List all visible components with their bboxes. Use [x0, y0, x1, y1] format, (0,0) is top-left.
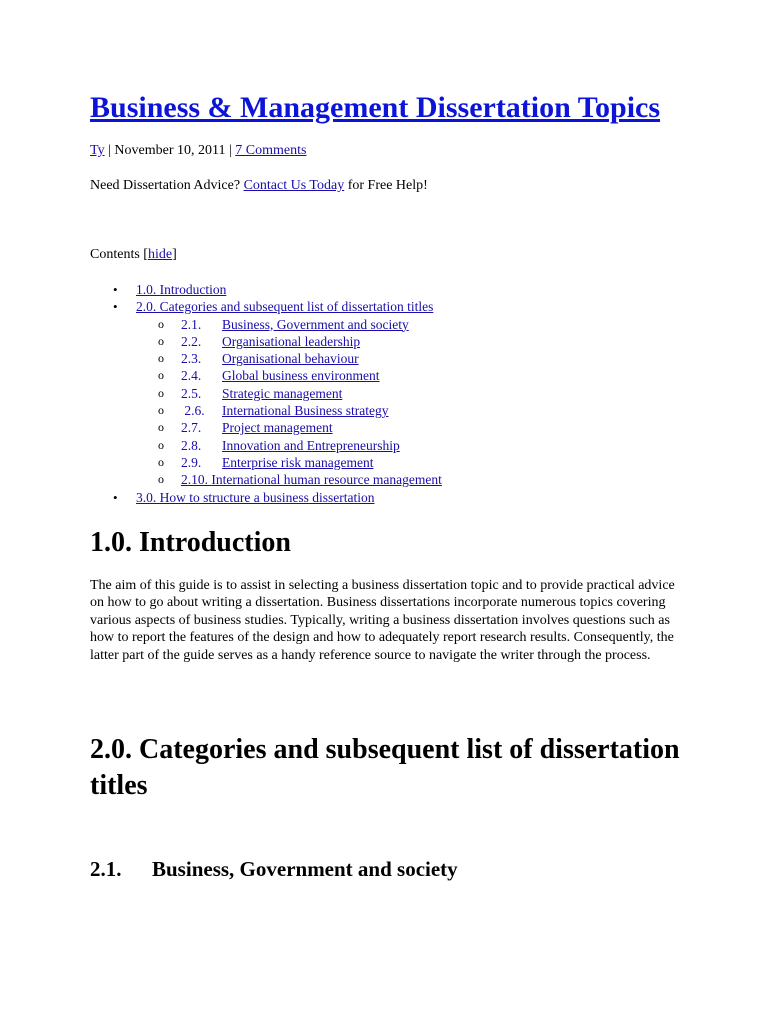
post-date: November 10, 2011 [114, 143, 226, 158]
section-number: 2.1. [90, 857, 122, 881]
toc-link-2-3[interactable] [181, 351, 359, 366]
toc-item [90, 489, 690, 506]
toc-label: Strategic management [222, 385, 343, 401]
toc-label: International Business strategy [222, 403, 389, 419]
contents-header [90, 246, 177, 264]
table-of-contents [90, 281, 690, 506]
toc-link-2-1[interactable] [181, 317, 409, 332]
toc-subitem [90, 454, 690, 471]
toc-link-2-2[interactable] [181, 334, 360, 349]
advice-prefix: Need Dissertation Advice? [90, 178, 244, 193]
advice-line [90, 177, 428, 195]
article-title-link[interactable]: Business & Management Dissertation Topics [90, 91, 661, 124]
toc-link-2-6[interactable] [181, 403, 388, 418]
toc-link-categories[interactable]: 2.0. Categories and subsequent list of dissertation titles [136, 299, 434, 315]
toc-link-2-9[interactable] [181, 455, 373, 470]
section-title: Business, Government and society [152, 857, 458, 881]
toc-label: Enterprise risk management [222, 454, 374, 470]
toc-link-2-7[interactable] [181, 420, 333, 435]
section-2-1-heading [90, 855, 458, 883]
toc-link-2-4[interactable] [181, 368, 379, 383]
toc-number: 2.7. [181, 420, 202, 436]
toc-item [90, 281, 690, 298]
toc-subitem [90, 385, 690, 402]
toc-subitem [90, 333, 690, 350]
toc-label: Organisational behaviour [222, 351, 359, 367]
toc-label: Business, Government and society [222, 316, 409, 332]
toc-subitem [90, 350, 690, 367]
article-meta [90, 142, 306, 160]
toc-number: 2.6. [181, 403, 205, 419]
introduction-heading: 1.0. Introduction [90, 527, 291, 558]
toc-label: Organisational leadership [222, 333, 361, 349]
toc-subitem [90, 402, 690, 419]
toc-link-2-10[interactable] [181, 472, 442, 487]
toc-subitem [90, 437, 690, 454]
toc-number: 2.10. [181, 472, 208, 488]
contact-us-link[interactable]: Contact Us Today [243, 178, 345, 193]
toc-subitem [90, 419, 690, 436]
toc-subitem [90, 316, 690, 333]
toc-number: 2.3. [181, 351, 202, 367]
introduction-paragraph: The aim of this guide is to assist in selecting a business dissertation topic and to provide practical advice on how to go about writing a dissertation. Business dissertations incorporate numerous topics covering various aspects of business studies. Typically, writing a business dissertation involves questions such as how to report the features of the design and how to adequately report research results. Consequently, the latter part of the guide serves as a handy reference source to navigate the writer through the process. [90, 578, 675, 663]
toc-subitem [90, 367, 690, 384]
article-title [90, 88, 660, 128]
toc-subitem [90, 471, 690, 488]
advice-suffix: for Free Help! [344, 178, 428, 193]
toc-link-introduction[interactable]: 1.0. Introduction [136, 282, 227, 297]
meta-separator: | [104, 143, 115, 158]
comments-link[interactable]: 7 Comments [235, 143, 307, 158]
hide-toc-link[interactable]: hide [147, 247, 173, 262]
toc-link-2-8[interactable] [181, 438, 400, 453]
contents-label: Contents [ [90, 247, 148, 262]
contents-bracket: ] [172, 247, 177, 262]
meta-separator: | [225, 143, 236, 158]
categories-heading: 2.0. Categories and subsequent list of dissertation titles [90, 734, 680, 801]
toc-number: 2.5. [181, 385, 202, 401]
toc-label: Innovation and Entrepreneurship [222, 437, 400, 453]
toc-link-2-5[interactable] [181, 386, 342, 401]
toc-label: Global business environment [222, 368, 380, 384]
toc-label: International human resource management [211, 472, 442, 488]
toc-label: Project management [222, 420, 333, 436]
toc-number: 2.9. [181, 454, 202, 470]
toc-number: 2.8. [181, 437, 202, 453]
toc-link-structure[interactable]: 3.0. How to structure a business dissertation [136, 489, 375, 505]
toc-number: 2.1. [181, 316, 202, 332]
toc-number: 2.4. [181, 368, 202, 384]
author-link[interactable]: Ty [90, 143, 105, 158]
toc-item [90, 298, 690, 315]
toc-number: 2.2. [181, 333, 202, 349]
